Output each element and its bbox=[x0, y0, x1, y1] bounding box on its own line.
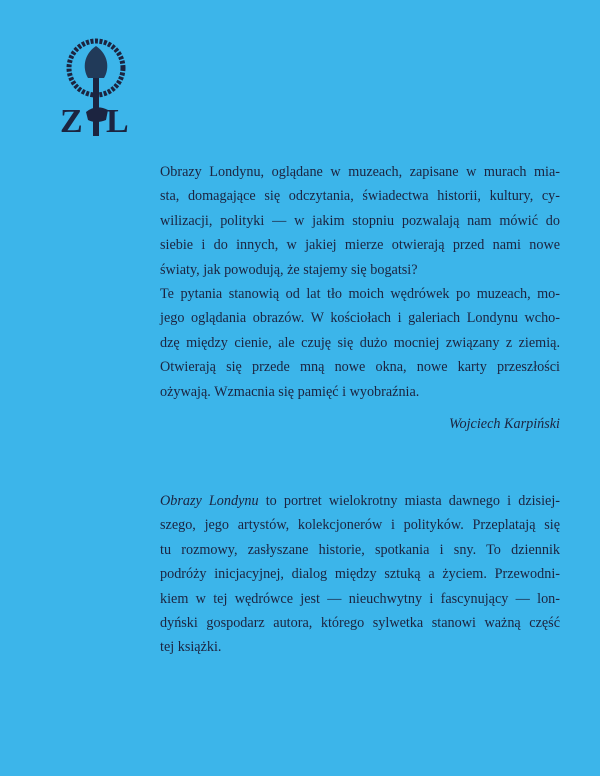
text-line: światy, jak powodują, że stajemy się bogatsi? bbox=[160, 261, 418, 278]
text-line: szego, jego artystów, kolekcjonerów i polityków. Przeplatają się bbox=[160, 517, 560, 534]
text-line: Te pytania stanowią od lat tło moich wędrówek po muzeach, mo- bbox=[160, 286, 560, 303]
text-line: jego oglądania obrazów. W kościołach i galeriach Londynu wcho- bbox=[160, 310, 560, 327]
svg-text:L: L bbox=[106, 103, 129, 140]
text-line: Otwierają się przede mną nowe okna, nowe karty przeszłości bbox=[160, 359, 560, 376]
text-line: dzę między cienie, ale czuję się dużo mocniej związany z ziemią. bbox=[160, 334, 560, 351]
book-title: Obrazy Londynu bbox=[160, 493, 259, 509]
text-line: tej książki. bbox=[160, 639, 222, 656]
text-line: sta, domagające się odczytania, świadectwa historii, kultury, cy- bbox=[160, 188, 560, 205]
text-line: wilizacji, polityki — w jakim stopniu pozwalają nam mówić do bbox=[160, 212, 560, 229]
text-line-rest: to portret wielokrotny miasta dawnego i dzisiej- bbox=[258, 493, 560, 509]
text-line bbox=[160, 489, 560, 513]
text-line: tu rozmowy, zasłyszane historie, spotkania i sny. To dziennik bbox=[160, 541, 560, 558]
author-signature: Wojciech Karpiński bbox=[449, 416, 560, 432]
description-paragraph-1 bbox=[160, 160, 560, 404]
text-line: dyński gospodarz autora, którego sylwetka stanowi ważną część bbox=[160, 615, 560, 632]
publisher-logo bbox=[58, 34, 134, 146]
tree-emblem-icon bbox=[58, 34, 134, 146]
description-paragraph-2 bbox=[160, 489, 560, 660]
text-line: ożywają. Wzmacnia się pamięć i wyobraźnia. bbox=[160, 383, 420, 400]
text-line: podróży inicjacyjnej, dialog między sztuką a życiem. Przewodni- bbox=[160, 566, 560, 583]
svg-text:Z: Z bbox=[60, 103, 83, 140]
text-line: kiem w tej wędrówce jest — nieuchwytny i fascynujący — lon- bbox=[160, 590, 560, 607]
text-line: siebie i do innych, w jakiej mierze otwierają przed nami nowe bbox=[160, 237, 560, 254]
text-line: Obrazy Londynu, oglądane w muzeach, zapisane w murach mia- bbox=[160, 164, 560, 180]
